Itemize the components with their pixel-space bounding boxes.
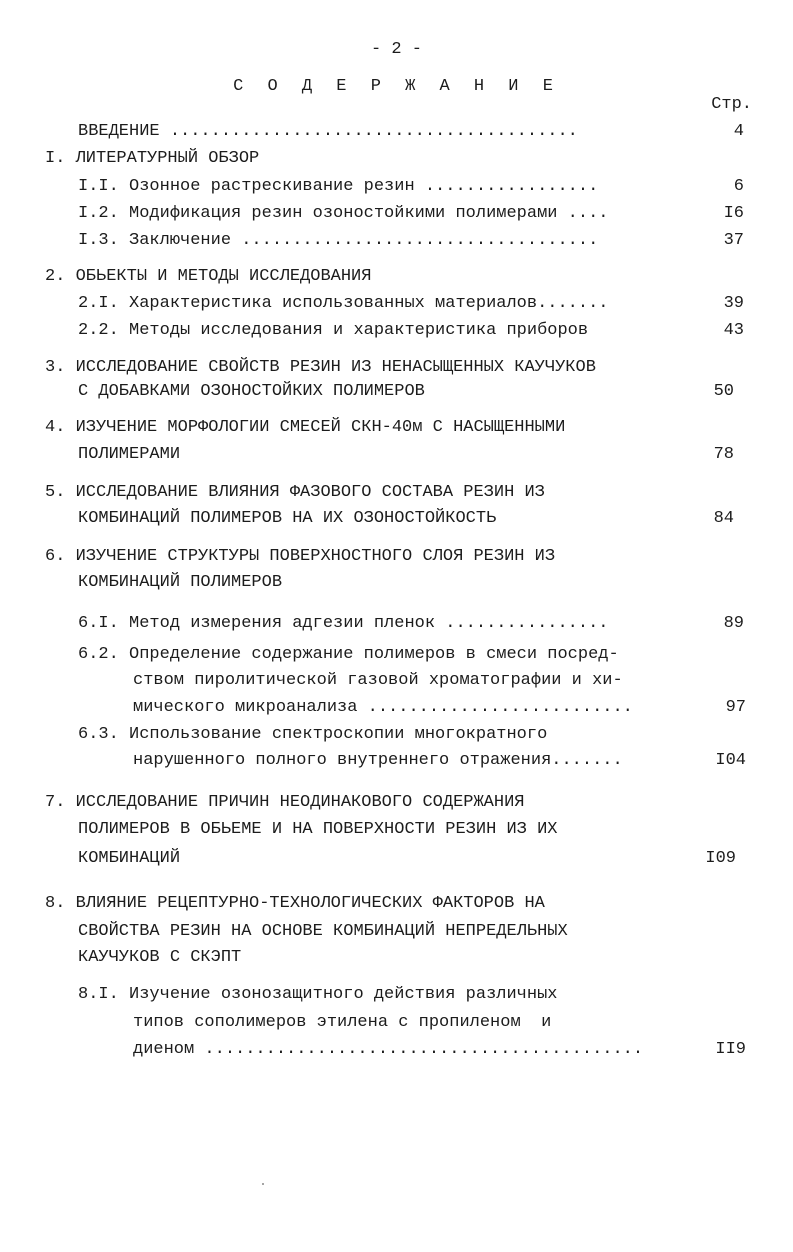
- toc-entry: ВВЕДЕНИЕ ........................................: [78, 122, 578, 141]
- toc-page: 43: [723, 321, 744, 340]
- toc-entry: 6. ИЗУЧЕНИЕ СТРУКТУРЫ ПОВЕРХНОСТНОГО СЛОЯ РЕЗИН ИЗ: [45, 547, 556, 566]
- toc-entry: 2.I. Характеристика использованных материалов.......: [78, 294, 609, 313]
- toc-entry: 8. ВЛИЯНИЕ РЕЦЕПТУРНО-ТЕХНОЛОГИЧЕСКИХ ФАКТОРОВ НА: [45, 894, 545, 913]
- toc-entry: 4. ИЗУЧЕНИЕ МОРФОЛОГИИ СМЕСЕЙ СКН-40м С НАСЫЩЕННЫМИ: [45, 418, 566, 437]
- toc-entry: 2.2. Методы исследования и характеристика приборов: [78, 321, 589, 340]
- toc-page: 89: [723, 614, 744, 633]
- page-title: С О Д Е Р Ж А Н И Е: [233, 77, 560, 96]
- toc-entry: 7. ИССЛЕДОВАНИЕ ПРИЧИН НЕОДИНАКОВОГО СОДЕРЖАНИЯ: [45, 793, 525, 812]
- toc-page: I09: [705, 849, 736, 868]
- toc-page: 6: [733, 177, 744, 196]
- toc-page: 39: [723, 294, 744, 313]
- toc-entry: I.I. Озонное растрескивание резин .................: [78, 177, 599, 196]
- page-number: - 2 -: [370, 40, 422, 59]
- toc-entry: I.3. Заключение ...................................: [78, 231, 599, 250]
- toc-page: 97: [725, 698, 746, 717]
- toc-page: 50: [713, 382, 734, 401]
- toc-entry: нарушенного полного внутреннего отражения.......: [133, 751, 623, 770]
- toc-entry: КОМБИНАЦИЙ ПОЛИМЕРОВ: [78, 573, 283, 592]
- toc-entry: 6.3. Использование спектроскопии многократного: [78, 725, 548, 744]
- toc-page: 84: [713, 509, 734, 528]
- toc-entry: диеном ...........................................: [133, 1040, 644, 1059]
- toc-entry: С ДОБАВКАМИ ОЗОНОСТОЙКИХ ПОЛИМЕРОВ: [78, 382, 425, 401]
- toc-entry: мического микроанализа ..........................: [133, 698, 633, 717]
- toc-entry: 6.2. Определение содержание полимеров в смеси посред-: [78, 645, 619, 664]
- toc-entry: I.2. Модификация резин озоностойкими полимерами ....: [78, 204, 609, 223]
- toc-page: I6: [723, 204, 744, 223]
- toc-page: 4: [733, 122, 744, 141]
- scan-speck: [262, 1183, 264, 1185]
- toc-entry: КАУЧУКОВ С СКЭПТ: [78, 948, 242, 967]
- toc-entry: 6.I. Метод измерения адгезии пленок ................: [78, 614, 609, 633]
- toc-entry: ством пиролитической газовой хроматографии и хи-: [133, 671, 623, 690]
- toc-entry: типов сополимеров этилена с пропиленом и: [133, 1013, 552, 1032]
- toc-entry: 5. ИССЛЕДОВАНИЕ ВЛИЯНИЯ ФАЗОВОГО СОСТАВА РЕЗИН ИЗ: [45, 483, 545, 502]
- toc-entry: I. ЛИТЕРАТУРНЫЙ ОБЗОР: [45, 149, 260, 168]
- page-column-header: Стр.: [711, 95, 752, 114]
- toc-entry: ПОЛИМЕРАМИ: [78, 445, 181, 464]
- toc-entry: СВОЙСТВА РЕЗИН НА ОСНОВЕ КОМБИНАЦИЙ НЕПРЕДЕЛЬНЫХ: [78, 922, 568, 941]
- toc-entry: КОМБИНАЦИЙ ПОЛИМЕРОВ НА ИХ ОЗОНОСТОЙКОСТЬ: [78, 509, 497, 528]
- toc-page: II9: [715, 1040, 746, 1059]
- toc-entry: 3. ИССЛЕДОВАНИЕ СВОЙСТВ РЕЗИН ИЗ НЕНАСЫЩЕННЫХ КАУЧУКОВ: [45, 358, 596, 377]
- toc-page: I04: [715, 751, 746, 770]
- toc-entry: 2. ОБЬЕКТЫ И МЕТОДЫ ИССЛЕДОВАНИЯ: [45, 267, 372, 286]
- toc-page: 78: [713, 445, 734, 464]
- toc-page: 37: [723, 231, 744, 250]
- toc-entry: ПОЛИМЕРОВ В ОБЬЕМЕ И НА ПОВЕРХНОСТИ РЕЗИН ИЗ ИХ: [78, 820, 558, 839]
- toc-entry: 8.I. Изучение озонозащитного действия различных: [78, 985, 558, 1004]
- toc-entry: КОМБИНАЦИЙ: [78, 849, 181, 868]
